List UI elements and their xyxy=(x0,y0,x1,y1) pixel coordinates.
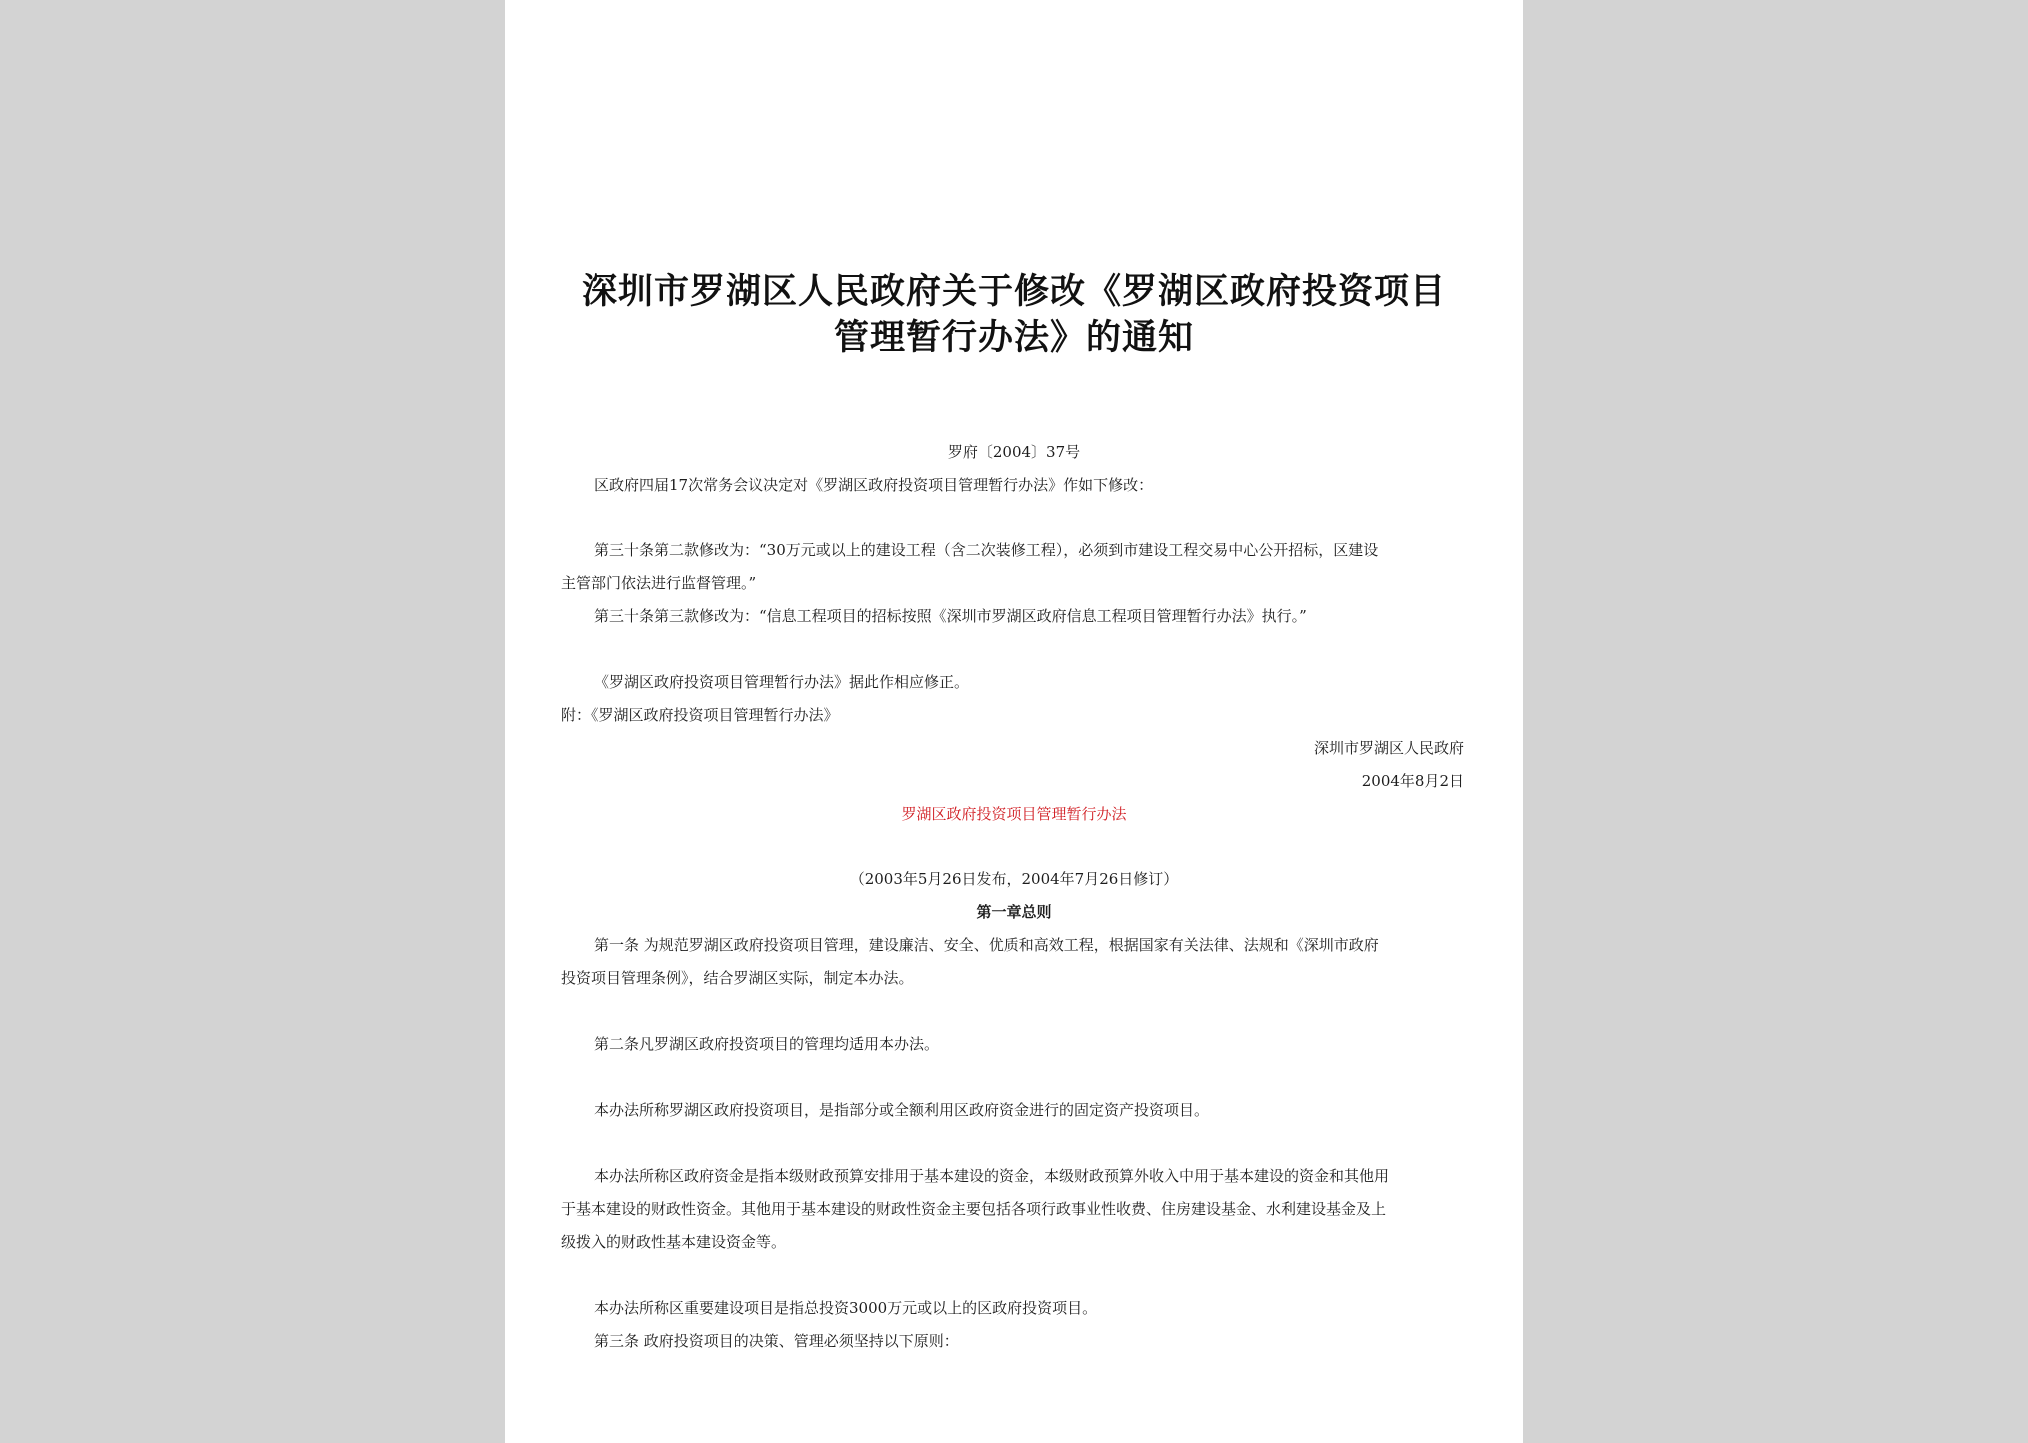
attachment-title: 罗湖区政府投资项目管理暂行办法 xyxy=(901,805,1127,823)
definition-paragraph-b-line3: 级拨入的财政性基本建设资金等。 xyxy=(561,1233,787,1251)
chapter-heading: 第一章总则 xyxy=(976,903,1052,921)
correction-note: 《罗湖区政府投资项目管理暂行办法》据此作相应修正。 xyxy=(594,673,970,691)
article-1-line2: 投资项目管理条例》，结合罗湖区实际，制定本办法。 xyxy=(561,969,914,987)
definition-paragraph-c: 本办法所称区重要建设项目是指总投资3000万元或以上的区政府投资项目。 xyxy=(594,1299,1098,1317)
article-3: 第三条 政府投资项目的决策、管理必须坚持以下原则： xyxy=(594,1332,959,1350)
document-page xyxy=(505,0,1523,1443)
issuer-signature: 深圳市罗湖区人民政府 xyxy=(1313,739,1464,757)
intro-paragraph: 区政府四届17次常务会议决定对《罗湖区政府投资项目管理暂行办法》作如下修改： xyxy=(594,476,1154,494)
document-title-line1: 深圳市罗湖区人民政府关于修改《罗湖区政府投资项目 xyxy=(581,271,1446,312)
publication-info: （2003年5月26日发布，2004年7月26日修订） xyxy=(849,870,1179,888)
article-2: 第二条凡罗湖区政府投资项目的管理均适用本办法。 xyxy=(594,1035,940,1053)
amendment-1-line1: 第三十条第二款修改为：“30万元或以上的建设工程（含二次装修工程），必须到市建设工程交易中心公开招标，区建设 xyxy=(594,541,1379,559)
issue-date: 2004年8月2日 xyxy=(1361,772,1464,790)
document-number: 罗府〔2004〕37号 xyxy=(947,443,1081,461)
amendment-2: 第三十条第三款修改为：“信息工程项目的招标按照《深圳市罗湖区政府信息工程项目管理暂行办法》执行。” xyxy=(594,607,1307,625)
document-title-line2: 管理暂行办法》的通知 xyxy=(833,317,1194,358)
definition-paragraph-a: 本办法所称罗湖区政府投资项目，是指部分或全额利用区政府资金进行的固定资产投资项目。 xyxy=(594,1101,1210,1119)
amendment-1-line2: 主管部门依法进行监督管理。” xyxy=(561,574,757,592)
definition-paragraph-b-line2: 于基本建设的财政性资金。其他用于基本建设的财政性资金主要包括各项行政事业性收费、住房建设基金、水利建设基金及上 xyxy=(561,1200,1387,1218)
attachment-note: 附：《罗湖区政府投资项目管理暂行办法》 xyxy=(561,706,839,724)
definition-paragraph-b-line1: 本办法所称区政府资金是指本级财政预算安排用于基本建设的资金，本级财政预算外收入中用于基本建设的资金和其他用 xyxy=(594,1167,1390,1185)
article-1-line1: 第一条 为规范罗湖区政府投资项目管理，建设廉洁、安全、优质和高效工程，根据国家有关法律、法规和《深圳市政府 xyxy=(594,936,1379,954)
